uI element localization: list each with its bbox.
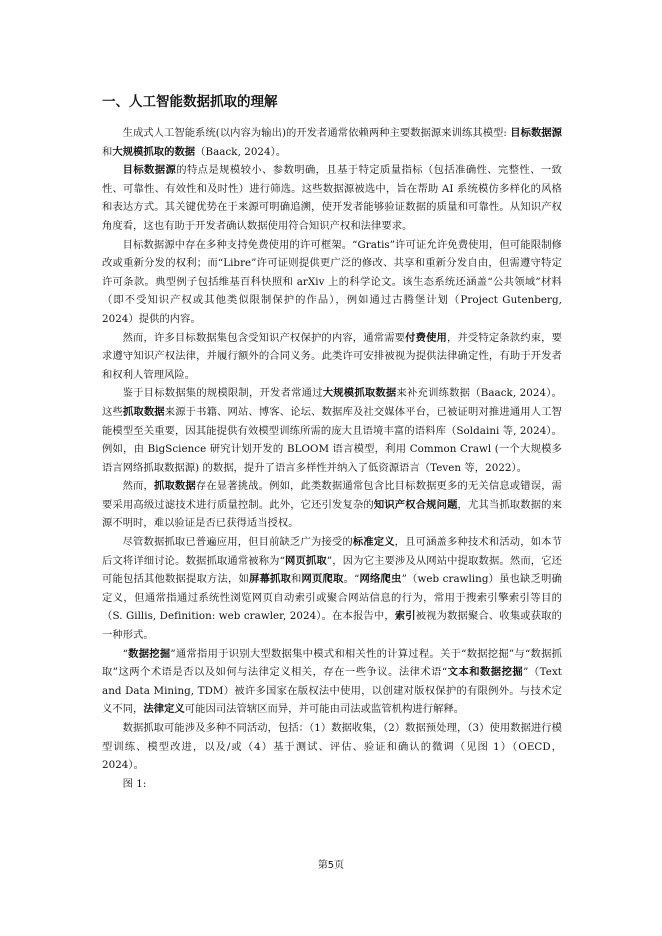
bold-term: 目标数据源 xyxy=(510,127,563,139)
paragraph xyxy=(102,719,562,775)
text-run: 目标数据源中存在多种支持免费使用的许可框架。“Gratis”许可证允许免费使用，但可能限制修改或重新分发的权利；而“Libre”许可证则提供更广泛的修改、共享和重新分发自由，但需遵守特定许可条款。典型例子包括维基百科快照和 arXiv 上的科学论文。该生态系统还涵盖“公共领域”材料（即不受知识产权或其他类似限制保护的作品），例如通过古腾堡计划（Project Gutenberg, 2024）提供的内容。 xyxy=(102,238,562,325)
bold-term: 网络爬虫 xyxy=(359,573,402,586)
text-run: “ xyxy=(122,647,128,660)
bold-term: 抓取数据 xyxy=(154,480,196,493)
bold-term: 大规模抓取数据 xyxy=(322,387,397,400)
bold-term: 网页爬取 xyxy=(301,573,344,586)
paragraph xyxy=(102,533,562,645)
text-run: 被视为数据聚合、收集或获取的一种形式。 xyxy=(102,610,562,642)
text-run: ”（Text and Data Mining, TDM）被许多国家在版权法中使用，以创建对版权保护的有限例外。与技术定义不同， xyxy=(102,666,562,716)
text-run: 存在显著挑战。例如，此类数据通常包含比目标数据更多的无关信息或错误，需要采用高级过滤技术进行质量控制。此外，它还引发复杂的 xyxy=(102,480,563,511)
bold-term: 索引 xyxy=(394,610,416,623)
text-run: 图 1: xyxy=(122,777,147,790)
text-run: 来补充训练数据（Baack, 2024）。这些 xyxy=(102,387,562,418)
paragraph xyxy=(102,645,562,719)
page-content xyxy=(102,92,562,793)
paragraph xyxy=(102,775,562,794)
text-run: 可能因司法管辖区而异，并可能由司法或监管机构进行解释。 xyxy=(184,703,465,716)
paragraph xyxy=(102,236,562,329)
bold-term: 付费使用 xyxy=(405,331,447,344)
paragraph xyxy=(102,477,562,533)
text-run: ，尤其当抓取数据的来源不明时，难以验证是否已获得适当授权。 xyxy=(102,498,562,530)
text-run: 尽管数据抓取已普遍应用，但目前缺乏广为接受的 xyxy=(122,536,353,549)
text-run: 来源于书籍、网站、博客、论坛、数据库及社交媒体平台，已被证明对推进通用人工智能模型至关重要，因其能提供有效模型训练所需的庞大且语境丰富的语料库（Soldaini 等, 2024）。例如，由 BigScience 研究计划开发的 BLOOM 语言模型，利用 Common Crawl (一个大规模多语言网络抓取数据源) 的数据，提升了语言多样性并纳入了低资源语言（Teven 等，2022）。 xyxy=(102,405,562,474)
paragraph xyxy=(102,384,562,477)
bold-term: 大规模抓取的数据 xyxy=(112,145,196,158)
section-title: 一、人工智能数据抓取的理解 xyxy=(102,94,278,110)
text-run: ，且可涵盖多种技术和活动，如本节后文将详细讨论。数据抓取通常被称为“ xyxy=(102,536,562,567)
bold-term: 屏幕抓取 xyxy=(249,573,292,586)
page-number: 第5页 xyxy=(317,860,345,871)
bold-term: 标准定义 xyxy=(352,536,395,549)
bold-term: 数据挖掘 xyxy=(127,647,171,660)
body-text xyxy=(102,124,562,793)
text-run: 和 xyxy=(291,573,302,586)
text-run: 然而， xyxy=(122,480,154,493)
text-run: 数据抓取可能涉及多种不同活动，包括：（1）数据收集，（2）数据预处理，（3）使用数据进行模型训练、模型改进，以及/或（4）基于测试、评估、验证和确认的微调（见图 1）（OECD，2024）。 xyxy=(102,722,562,772)
text-run: 鉴于目标数据集的规模限制，开发者常通过 xyxy=(122,387,323,400)
text-run: 。“ xyxy=(343,573,360,586)
text-run: ”通常指用于识别大型数据集中模式和相关性的计算过程。关于“数据挖掘”与“数据抓取”这两个术语是否以及如何与法律定义相关，存在一些争议。法律术语“ xyxy=(102,647,562,679)
bold-term: 法律定义 xyxy=(143,703,185,716)
paragraph xyxy=(102,124,562,161)
text-run: （Baack, 2024）。 xyxy=(195,145,287,158)
text-run: ”，因为它主要涉及从网站中提取数据。然而，它还可能包括其他数据提取方法，如 xyxy=(102,554,563,586)
bold-term: 目标数据源 xyxy=(122,164,177,177)
bold-term: 抓取数据 xyxy=(122,405,165,418)
bold-term: 文本和数据挖掘 xyxy=(447,666,524,679)
bold-term: 知识产权合规问题 xyxy=(373,498,458,511)
text-run: 然而，许多目标数据集包含受知识产权保护的内容，通常需要 xyxy=(122,331,406,344)
text-run: 和 xyxy=(102,145,113,158)
paragraph xyxy=(102,161,562,235)
text-run: 的特点是规模较小、参数明确，且基于特定质量指标（包括准确性、完整性、一致性、可靠性、有效性和及时性）进行筛选。这些数据源被选中，旨在帮助 AI 系统模仿多样化的风格和表达方式。其关键优势在于来源可明确追溯，使开发者能够验证数据的质量和可靠性。从知识产权角度看，这也有助于开发者确认数据使用符合知识产权和法律要求。 xyxy=(102,164,562,232)
paragraph xyxy=(102,329,562,385)
text-run: 生成式人工智能系统(以内容为输出)的开发者通常依赖两种主要数据源来训练其模型: xyxy=(122,127,511,139)
text-run: ，并受特定条款约束，要求遵守知识产权法律，并履行额外的合同义务。此类许可安排被视为提供法律确定性，有助于开发者和权利人管理风险。 xyxy=(102,331,562,381)
bold-term: 网页抓取 xyxy=(284,554,327,567)
text-run: ”（web crawling）虽也缺乏明确定义，但通常指通过系统性浏览网页自动索引或聚合网站信息的行为，常用于搜索引擎索引等目的（S. Gillis, Definition: web crawler, 2024）。在本报告中， xyxy=(102,573,563,623)
